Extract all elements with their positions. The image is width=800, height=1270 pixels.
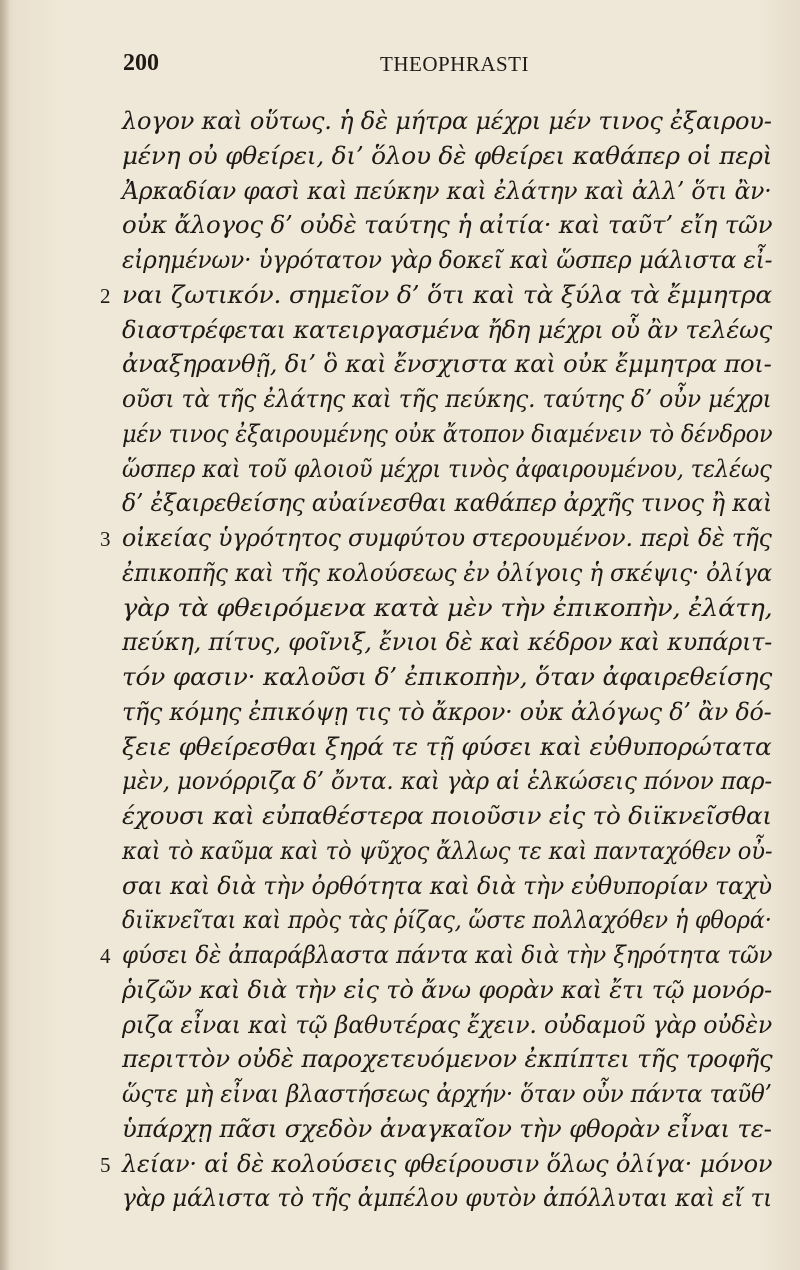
line-text: ναι ζωτικόν. σημεῖον δ’ ὅτι καὶ τὰ ξύλα τὰ ἔμμητρα (122, 280, 773, 309)
text-line (0, 417, 800, 452)
text-line (0, 174, 800, 209)
line-text: διαστρέφεται κατειργασμένα ἤδη μέχρι οὗ ἂν τελέως (122, 315, 772, 344)
line-text: γὰρ τὰ φθειρόμενα κατὰ μὲν τὴν ἐπικοπὴν, ἐλάτη, (122, 593, 773, 622)
text-line (0, 1008, 800, 1043)
line-text: ξειε φθείρεσθαι ξηρά τε τῇ φύσει καὶ εὐθυπορώτατα (122, 732, 772, 761)
line-text: γὰρ μάλιστα τὸ τῆς ἀμπέλου φυτὸν ἀπόλλυται καὶ εἴ τι (122, 1184, 773, 1213)
line-text: μένη οὐ φθείρει, δι’ ὅλου δὲ φθείρει καθάπερ οἱ περὶ (122, 141, 773, 170)
line-text: ῥιζῶν καὶ διὰ τὴν εἰς τὸ ἄνω φορὰν καὶ ἔτι τῷ μονόρ- (122, 975, 772, 1004)
text-line (0, 278, 800, 313)
page-number: 200 (123, 50, 159, 76)
text-line (0, 313, 800, 348)
text-line (0, 104, 800, 139)
line-text: έχουσι καὶ εὐπαθέστερα ποιοῦσιν εἰς τὸ διϊκνεῖσθαι (122, 802, 772, 830)
section-number: 5 (100, 1152, 111, 1177)
line-text: σαι καὶ διὰ τὴν ὀρθότητα καὶ διὰ τὴν εὐθυπορίαν ταχὺ (122, 871, 772, 900)
line-text: ὥσπερ καὶ τοῦ φλοιοῦ μέχρι τινὸς ἀφαιρουμένου, τελέως (122, 454, 772, 483)
text-line (0, 591, 800, 626)
text-line (0, 556, 800, 591)
text-line (0, 625, 800, 660)
text-line (0, 903, 800, 938)
text-line (0, 799, 800, 834)
text-line (0, 1077, 800, 1112)
line-text: ὥςτε μὴ εἶναι βλαστήσεως ἀρχήν· ὅταν οὖν πάντα ταῦθ’ (122, 1080, 772, 1108)
line-text: οῦσι τὰ τῆς ἐλάτης καὶ τῆς πεύκης. ταύτης δ’ οὖν μέχρι (122, 385, 772, 413)
text-line (0, 695, 800, 730)
text-line (0, 764, 800, 799)
line-text: ἐπικοπῆς καὶ τῆς κολούσεως ἐν ὀλίγοις ἡ σκέψις· ὀλίγα (122, 558, 772, 587)
text-line (0, 452, 800, 487)
text-line (0, 938, 800, 973)
line-text: λείαν· αἱ δὲ κολούσεις φθείρουσιν ὅλως ὀλίγα· μόνον (122, 1149, 773, 1178)
line-text: δ’ ἐξαιρεθείσης αὐαίνεσθαι καθάπερ ἀρχῆς τινος ἢ καὶ (122, 489, 773, 518)
line-text: λογον καὶ οὕτως. ἡ δὲ μήτρα μέχρι μέν τινος ἐξαιρου- (122, 107, 772, 135)
text-line (0, 1181, 800, 1216)
text-line (0, 973, 800, 1008)
text-line (0, 139, 800, 174)
text-line (0, 660, 800, 695)
text-line (0, 1147, 800, 1182)
section-number: 2 (100, 283, 111, 308)
line-text: ὑπάρχῃ πᾶσι σχεδὸν ἀναγκαῖον τὴν φθορὰν εἶναι τε- (122, 1114, 772, 1143)
line-text: πεύκη, πίτυς, φοῖνιξ, ἔνιοι δὲ καὶ κέδρον καὶ κυπάριτ- (122, 628, 773, 657)
line-text: μὲν, μονόρριζα δ’ ὄντα. καὶ γὰρ αἱ ἑλκώσεις πόνον παρ- (122, 767, 772, 796)
body-text (0, 104, 800, 1216)
text-line (0, 869, 800, 904)
line-text: ριζα εἶναι καὶ τῷ βαθυτέρας ἔχειν. οὐδαμοῦ γὰρ οὐδὲν (122, 1010, 773, 1039)
text-line (0, 486, 800, 521)
line-text: οὐκ ἄλογος δ’ οὐδὲ ταύτης ἡ αἰτία· καὶ ταῦτ’ εἴη τῶν (122, 211, 773, 240)
line-text: οἰκείας ὑγρότητος συμφύτου στερουμένον. περὶ δὲ τῆς (122, 524, 772, 552)
line-text: ἀναξηρανθῇ, δι’ ὃ καὶ ἔνσχιστα καὶ οὐκ ἔμμητρα ποι- (122, 350, 772, 379)
line-text: εἰρημένων· ὑγρότατον γὰρ δοκεῖ καὶ ὥσπερ μάλιστα εἶ- (122, 246, 773, 274)
line-text: διϊκνεῖται καὶ πρὸς τὰς ῥίζας, ὥστε πολλαχόθεν ἡ φθορά· (122, 906, 772, 935)
line-text: τόν φασιν· καλοῦσι δ’ ἐπικοπὴν, ὅταν ἀφαιρεθείσης (122, 663, 773, 691)
text-line (0, 347, 800, 382)
text-line (0, 208, 800, 243)
line-text: μέν τινος ἐξαιρουμένης οὐκ ἄτοπον διαμένειν τὸ δένδρον (122, 419, 773, 448)
line-text: Ἀρκαδίαν φασὶ καὶ πεύκην καὶ ἐλάτην καὶ ἀλλ’ ὅτι ἂν· (122, 176, 772, 205)
text-line (0, 1042, 800, 1077)
text-line (0, 834, 800, 869)
line-text: περιττὸν οὐδὲ παροχετευόμενον ἐκπίπτει τῆς τροφῆς (122, 1045, 773, 1074)
page-header (0, 50, 800, 80)
text-line (0, 1112, 800, 1147)
text-line (0, 382, 800, 417)
line-text: φύσει δὲ ἀπαράβλαστα πάντα καὶ διὰ τὴν ξηρότητα τῶν (122, 941, 773, 969)
text-line (0, 521, 800, 556)
section-number: 4 (100, 944, 111, 968)
running-title: THEOPHRASTI (380, 52, 530, 76)
line-text: καὶ τὸ καῦμα καὶ τὸ ψῦχος ἄλλως τε καὶ πανταχόθεν οὖ- (122, 836, 773, 865)
text-line (0, 730, 800, 765)
text-line (0, 243, 800, 278)
line-text: τῆς κόμης ἐπικόψῃ τις τὸ ἄκρον· οὐκ ἀλόγως δ’ ἂν δό- (122, 697, 772, 726)
section-number: 3 (100, 527, 111, 551)
